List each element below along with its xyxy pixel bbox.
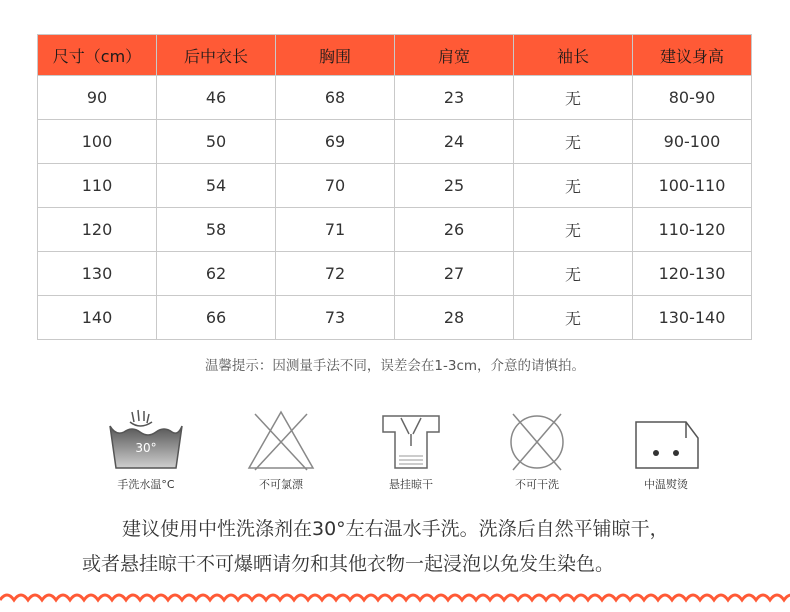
table-cell: 110 [38, 164, 157, 208]
table-cell: 无 [514, 120, 633, 164]
wash-temp-label: 30° [135, 441, 157, 455]
header-cell-chest: 胸围 [276, 35, 395, 76]
table-cell: 140 [38, 296, 157, 340]
table-cell: 71 [276, 208, 395, 252]
table-cell: 73 [276, 296, 395, 340]
table-cell: 25 [395, 164, 514, 208]
header-cell-shoulder: 肩宽 [395, 35, 514, 76]
care-label-hang-dry: 悬挂晾干 [389, 478, 433, 491]
header-cell-length: 后中衣长 [157, 35, 276, 76]
table-cell: 110-120 [633, 208, 752, 252]
table-cell: 100-110 [633, 164, 752, 208]
table-cell: 120-130 [633, 252, 752, 296]
table-cell: 无 [514, 252, 633, 296]
header-cell-sleeve: 袖长 [514, 35, 633, 76]
header-cell-size: 尺寸（cm） [38, 35, 157, 76]
size-table [37, 34, 752, 340]
table-cell: 90-100 [633, 120, 752, 164]
table-row [38, 296, 752, 340]
table-cell: 26 [395, 208, 514, 252]
table-cell: 无 [514, 296, 633, 340]
table-cell: 58 [157, 208, 276, 252]
table-row [38, 164, 752, 208]
no-dry-clean-icon [497, 408, 577, 472]
hand-wash-30-icon [106, 408, 186, 472]
table-cell: 54 [157, 164, 276, 208]
care-label-hand-wash: 手洗水温°C [117, 478, 175, 491]
table-cell: 28 [395, 296, 514, 340]
table-cell: 无 [514, 208, 633, 252]
wash-instructions [82, 512, 762, 582]
care-item-medium-iron [606, 408, 726, 492]
table-cell: 66 [157, 296, 276, 340]
table-cell: 80-90 [633, 76, 752, 120]
table-cell: 无 [514, 164, 633, 208]
care-label-no-bleach: 不可氯漂 [259, 478, 303, 491]
header-cell-height: 建议身高 [633, 35, 752, 76]
table-header-row [38, 35, 752, 76]
table-row [38, 120, 752, 164]
table-cell: 100 [38, 120, 157, 164]
table-cell: 24 [395, 120, 514, 164]
care-item-no-bleach [221, 408, 341, 492]
table-cell: 23 [395, 76, 514, 120]
table-cell: 90 [38, 76, 157, 120]
table-cell: 130 [38, 252, 157, 296]
care-note: 温馨提示：因测量手法不同，误差会在1-3cm，介意的请慎拍。 [204, 358, 586, 374]
no-bleach-icon [241, 408, 321, 472]
table-cell: 46 [157, 76, 276, 120]
table-row [38, 208, 752, 252]
table-cell: 130-140 [633, 296, 752, 340]
table-cell: 70 [276, 164, 395, 208]
table-cell: 62 [157, 252, 276, 296]
care-item-no-dry-clean [477, 408, 597, 492]
wave-border [0, 588, 790, 612]
table-row [38, 76, 752, 120]
table-row [38, 252, 752, 296]
table-cell: 69 [276, 120, 395, 164]
care-label-medium-iron: 中温熨烫 [644, 478, 688, 491]
table-cell: 120 [38, 208, 157, 252]
wash-instructions-line-2: 或者悬挂晾干不可爆晒请勿和其他衣物一起浸泡以免发生染色。 [82, 553, 615, 575]
care-item-hand-wash [86, 408, 206, 492]
care-item-hang-dry [351, 408, 471, 492]
care-label-no-dry-clean: 不可干洗 [515, 478, 559, 491]
table-cell: 50 [157, 120, 276, 164]
table-cell: 72 [276, 252, 395, 296]
wash-instructions-line-1: 建议使用中性洗涤剂在30°左右温水手洗。洗涤后自然平铺晾干， [122, 518, 669, 540]
table-cell: 68 [276, 76, 395, 120]
hang-dry-icon [371, 408, 451, 472]
medium-iron-icon [626, 408, 706, 472]
table-cell: 27 [395, 252, 514, 296]
table-cell: 无 [514, 76, 633, 120]
